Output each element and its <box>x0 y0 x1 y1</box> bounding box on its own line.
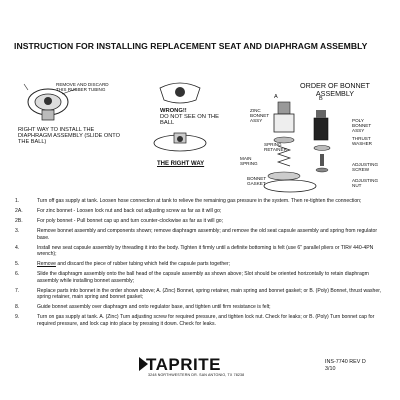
bonnet-gasket-label: BONNET GASKET <box>247 176 267 186</box>
right-way-caption: RIGHT WAY TO INSTALL THE DIAPHRAGM ASSEMBLY (SLIDE ONTO THE BALL) <box>18 127 120 145</box>
label-a: A <box>274 94 278 100</box>
step-item: 3. Remove bonnet assembly and components shown; remove diaphragm assembly; and remove the old seat capsule assembly and spring from regulator base. <box>15 227 378 241</box>
instruction-steps <box>15 198 387 331</box>
step-item: 4. Install new seat capsule assembly by threading it into the body. Tighten it firmly until a definite bottoming is felt (use 6" parallel pliers or TIR# 440-4PN wrench); <box>15 244 374 258</box>
wrong-title: WRONG!! <box>160 108 187 114</box>
step-item: 9. Turn on gas supply at tank. A. (Zinc) Turn adjusting screw for required pressure, and tighten lock nut. Check for leaks; or B. (Poly) Turn bonnet cap for required pressure, and lock cap into place by pressing it down. Check for leaks. <box>15 314 375 327</box>
main-spring-label: MAIN SPRING <box>240 156 258 166</box>
adjusting-nut-label: ADJUSTING NUT <box>352 178 379 188</box>
right-way-label: THE RIGHT WAY <box>157 161 205 167</box>
step-item: 2A. For zinc bonnet - Loosen lock nut and back out adjusting screw as far as it will go; <box>15 207 222 214</box>
right-way-illustration <box>150 131 210 156</box>
tubing-note: REMOVE AND DISCARD THIS RUBBER TUBING <box>56 82 109 92</box>
order-title: ORDER OF BONNET ASSEMBLY <box>300 81 370 98</box>
step-item: 8. Guide bonnet assembly over diaphragm and onto regulator base, and tighten until firm resistance is felt; <box>15 304 271 311</box>
step-item: 7. Replace parts into bonnet in the order shown above; A. (Zinc) Bonnet, spring retainer, main spring and bonnet gasket; or B. (Poly) Bonnet, thrust washer, spring retainer, main spring and bonnet gasket; <box>15 287 382 301</box>
poly-bonnet-label: POLY BONNET ASSY <box>352 118 372 133</box>
page-title: INSTRUCTION FOR INSTALLING REPLACEMENT SEAT AND DIAPHRAGM ASSEMBLY <box>14 41 368 51</box>
step-item: 1. Turn off gas supply at tank. Loosen hose connection at tank to relieve the remaining gas pressure in the system. Then re-tighten the connection; <box>15 198 362 204</box>
company-address: 3248 NORTHWESTERN DR. SAN ANTONIO, TX 78238 <box>148 373 245 377</box>
zinc-bonnet-label: ZINC BONNET ASSY <box>250 108 270 123</box>
step-item: 6. Slide the diaphragm assembly onto the ball head of the capsule assembly as shown above; Slot should be oriented horizontally to retain diaphragm assembly while installing bonnet assembly; <box>15 271 369 284</box>
wrong-way-illustration <box>150 80 210 110</box>
spring-retainer-label: SPRING RETAINER <box>264 142 287 152</box>
step-item: 2B. For poly bonnet - Pull bonnet cap up and turn counter-clockwise as far as it will go; <box>15 217 224 224</box>
document-id: INS-7740 REV D 3/10 <box>325 359 366 372</box>
thrust-washer-label: THRUST WASHER <box>352 136 372 146</box>
brand-logo: TAPRITE <box>146 355 221 374</box>
adjusting-screw-label: ADJUSTING SCREW <box>352 162 379 172</box>
step-item: 5. Remove and discard the piece of rubber tubing which held the capsule parts together; <box>15 261 231 268</box>
wrong-text: DO NOT SEE ON THE BALL <box>160 114 220 126</box>
label-b: B <box>319 96 323 102</box>
